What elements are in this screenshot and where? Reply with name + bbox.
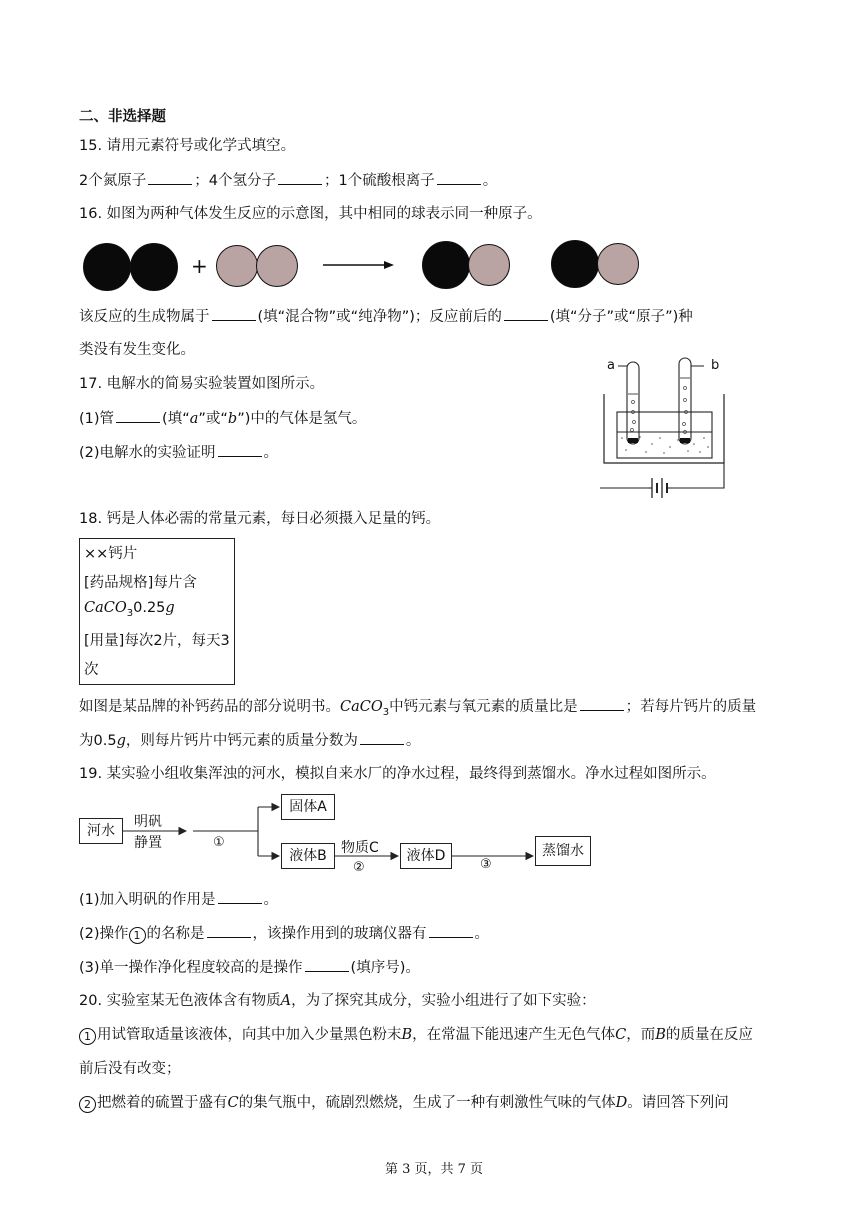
tube-a-label: a [607, 358, 615, 373]
q19-part2: (2)操作 1 的名称是 ，该操作用到的玻璃仪器有 。 [79, 923, 489, 944]
flow-arrows [0, 790, 868, 880]
answer-blank[interactable] [429, 923, 473, 938]
q15-stem: 15. 请用元素符号或化学式填空。 [79, 138, 296, 154]
river-water-box: 河水 [79, 818, 123, 844]
q18-stem: 18. 钙是人体必需的常量元素，每日必须摄入足量的钙。 [79, 511, 441, 527]
op1-label: ① [213, 835, 225, 850]
box-formula: CaCO$_3$0.25g [84, 600, 175, 619]
q19-part1: (1)加入明矾的作用是 。 [79, 889, 278, 910]
medicine-label-box [79, 538, 235, 685]
q19-part3: (3)单一操作净化程度较高的是操作 (填序号)。 [79, 957, 420, 978]
op2-label: ② [353, 860, 365, 875]
q17-part1: (1)管 (填“a”或“b”)中的气体是氢气。 [79, 408, 366, 429]
answer-blank[interactable] [580, 696, 624, 711]
box-dosage-cont: 次 [84, 662, 99, 678]
box-title: ××钙片 [84, 546, 138, 562]
box-dosage: [用量]每次2片，每天3 [84, 633, 230, 649]
answer-blank[interactable] [360, 730, 404, 745]
gray-atom [468, 244, 510, 286]
q16-stem: 16. 如图为两种气体发生反应的示意图，其中相同的球表示同一种原子。 [79, 206, 542, 222]
section-title: 二、非选择题 [79, 109, 166, 125]
answer-blank[interactable] [116, 408, 160, 423]
gray-atom [216, 245, 258, 287]
q20-item1: 1 用试管取适量该液体，向其中加入少量黑色粉末B，在常温下能迅速产生无色气体C，而B的质量在反应 [79, 1025, 753, 1045]
distilled-water-box: 蒸馏水 [535, 836, 591, 866]
gray-atom [597, 243, 639, 285]
answer-blank[interactable] [437, 170, 481, 185]
answer-blank[interactable] [148, 170, 192, 185]
gray-atom [256, 245, 298, 287]
answer-blank[interactable] [218, 442, 262, 457]
black-atom [83, 243, 131, 291]
q20-item1-cont: 前后没有改变； [79, 1061, 181, 1077]
page-footer: 第 3 页，共 7 页 [384, 1162, 484, 1177]
answer-blank[interactable] [504, 306, 548, 321]
black-atom [422, 241, 470, 289]
q20-item2: 2 把燃着的硫置于盛有C的集气瓶中，硫剧烈燃烧，生成了一种有刺激性气味的气体D。请回答下列问 [79, 1093, 729, 1113]
black-atom [551, 240, 599, 288]
answer-blank[interactable] [212, 306, 256, 321]
substance-c-label: 物质C [341, 840, 379, 856]
q16-line1: 该反应的生成物属于 (填“混合物”或“纯净物”)；反应前后的 (填“分子”或“原子”)种 [79, 306, 693, 327]
q16-line2: 类没有发生变化。 [79, 342, 195, 358]
answer-blank[interactable] [207, 923, 251, 938]
black-atom [130, 243, 178, 291]
box-spec: [药品规格]每片含 [84, 575, 197, 591]
reaction-arrow [322, 259, 396, 271]
solid-a-box: 固体A [281, 794, 335, 820]
liquid-b-box: 液体B [281, 843, 335, 869]
q15-fill-line: 2个氮原子 ；4个氢分子 ；1个硫酸根离子 。 [79, 170, 497, 191]
electrolysis-apparatus [600, 352, 730, 507]
tube-b-label: b [711, 358, 720, 373]
answer-blank[interactable] [278, 170, 322, 185]
q17-stem: 17. 电解水的简易实验装置如图所示。 [79, 376, 325, 392]
liquid-d-box: 液体D [400, 843, 452, 869]
alum-label: 明矾 [134, 814, 162, 830]
settle-label: 静置 [134, 835, 162, 851]
op3-label: ③ [480, 857, 492, 872]
q18-line2: 为0.5g，则每片钙片中钙元素的质量分数为 。 [79, 730, 420, 751]
q20-stem: 20. 实验室某无色液体含有物质A，为了探究其成分，实验小组进行了如下实验： [79, 993, 596, 1009]
q17-part2: (2)电解水的实验证明 。 [79, 442, 278, 463]
q19-stem: 19. 某实验小组收集浑浊的河水，模拟自来水厂的净水过程，最终得到蒸馏水。净水过程如图所示。 [79, 766, 716, 782]
answer-blank[interactable] [305, 957, 349, 972]
answer-blank[interactable] [218, 889, 262, 904]
q18-line1: 如图是某品牌的补钙药品的部分说明书。CaCO$_3$中钙元素与氧元素的质量比是 ；若每片钙片的质量 [79, 696, 756, 723]
plus-sign: + [191, 254, 208, 278]
